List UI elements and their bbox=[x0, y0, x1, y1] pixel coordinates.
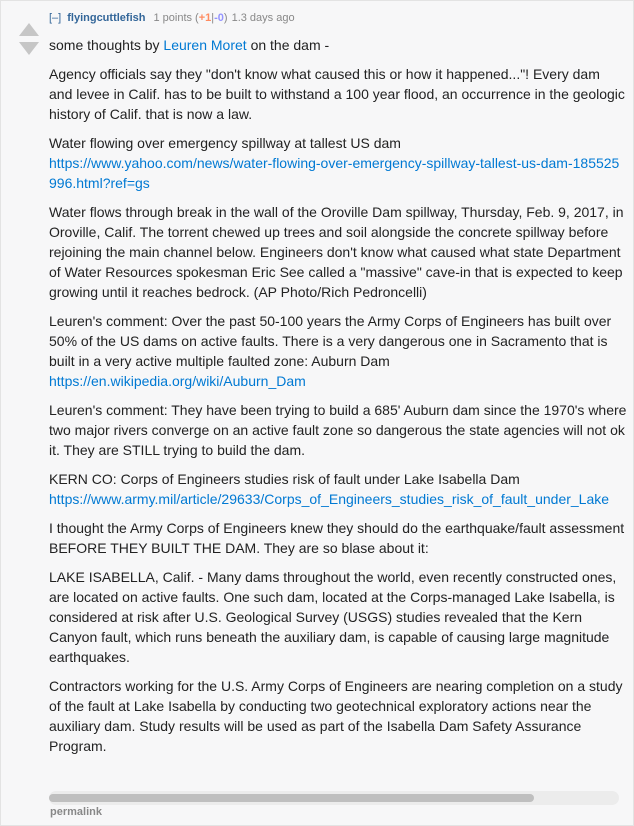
paragraph-comment-2: Leuren's comment: They have been trying to build a 685' Auburn dam since the 1970's where two major rivers converge on an active fault zone so dangerous the state agencies will not ok it. They are STILL trying to build the dam. bbox=[49, 402, 627, 458]
yahoo-link[interactable]: https://www.yahoo.com/news/water-flowing-over-emergency-spillway-tallest-us-dam-185525996.html?ref=gs bbox=[49, 155, 620, 191]
vote-controls bbox=[19, 23, 39, 55]
collapse-toggle[interactable]: [–] bbox=[49, 12, 62, 24]
yahoo-headline: Water flowing over emergency spillway at tallest US dam bbox=[49, 135, 401, 151]
wikipedia-link[interactable]: https://en.wikipedia.org/wiki/Auburn_Dam bbox=[49, 373, 306, 389]
score-separator: | bbox=[211, 12, 215, 24]
paragraph-comment-1 bbox=[49, 311, 627, 391]
comment-tagline bbox=[49, 12, 295, 24]
intro-text: some thoughts by bbox=[49, 37, 164, 53]
horizontal-scrollbar[interactable] bbox=[49, 791, 619, 805]
army-link[interactable]: https://www.army.mil/article/29633/Corps_of_Engineers_studies_risk_of_fault_under_Lake bbox=[49, 491, 610, 507]
paragraph-intro bbox=[49, 35, 627, 55]
paragraph-kern bbox=[49, 469, 627, 509]
paragraph-yahoo bbox=[49, 133, 627, 193]
comment-1-text: Leuren's comment: Over the past 50-100 years the Army Corps of Engineers has built over 50% of the US dams on active faults. There is a very dangerous one in Sacramento that is built in a very active multiple faulted zone: Auburn Dam bbox=[49, 313, 612, 369]
paragraph-contractors: Contractors working for the U.S. Army Corps of Engineers are nearing completion on a study of the fault at Lake Isabella by conducting two geotechnical exploratory actions near the auxiliary dam. Study results will be used as part of the Isabella Dam Safety Assurance Program. bbox=[49, 678, 623, 754]
kern-headline: KERN CO: Corps of Engineers studies risk of fault under Lake Isabella Dam bbox=[49, 471, 520, 487]
score-text bbox=[153, 12, 227, 24]
upvote-arrow-icon[interactable] bbox=[19, 23, 39, 36]
downvote-arrow-icon[interactable] bbox=[19, 42, 39, 55]
downvote-count: -0 bbox=[214, 12, 224, 24]
paragraph-oroville: Water flows through break in the wall of the Oroville Dam spillway, Thursday, Feb. 9, 2017, in Oroville, Calif. The torrent chewed up trees and soil alongside the concrete spillway before rejoining the main channel below. Engineers don't know what caused what state Department of Water Resources spokesman Eric See called a "massive" cave-in that is expected to keep growing until it reaches bedrock. (AP Photo/Rich Pedroncelli) bbox=[49, 204, 624, 300]
points-label: 1 points ( bbox=[153, 12, 199, 24]
comment-age: 1.3 days ago bbox=[231, 12, 295, 24]
scrollbar-thumb[interactable] bbox=[49, 794, 534, 802]
intro-suffix: on the dam - bbox=[246, 37, 330, 53]
author-link[interactable]: flyingcuttlefish bbox=[67, 12, 146, 24]
author-mention-link[interactable]: Leuren Moret bbox=[163, 37, 247, 53]
score-close: ) bbox=[223, 12, 228, 24]
paragraph-assessment: I thought the Army Corps of Engineers knew they should do the earthquake/fault assessment BEFORE THEY BUILT THE DAM. They are so blase about it: bbox=[49, 520, 625, 556]
paragraph-lake-isabella: LAKE ISABELLA, Calif. - Many dams throughout the world, even recently constructed ones, are located on active faults. One such dam, located at the Corps-managed Lake Isabella, is considered at risk after U.S. Geological Survey (USGS) studies revealed that the Kern Canyon fault, which runs beneath the auxiliary dam, is capable of causing large magnitude earthquakes. bbox=[49, 569, 617, 665]
upvote-count: +1 bbox=[198, 12, 212, 24]
permalink-button[interactable]: permalink bbox=[50, 806, 102, 818]
paragraph-agency: Agency officials say they "don't know what caused this or how it happened..."! Every dam and levee in Calif. has to be built to withstand a 100 year flood, an occurrence in the geologic history of Calif. that is now a law. bbox=[49, 66, 625, 122]
comment-body bbox=[49, 35, 627, 765]
